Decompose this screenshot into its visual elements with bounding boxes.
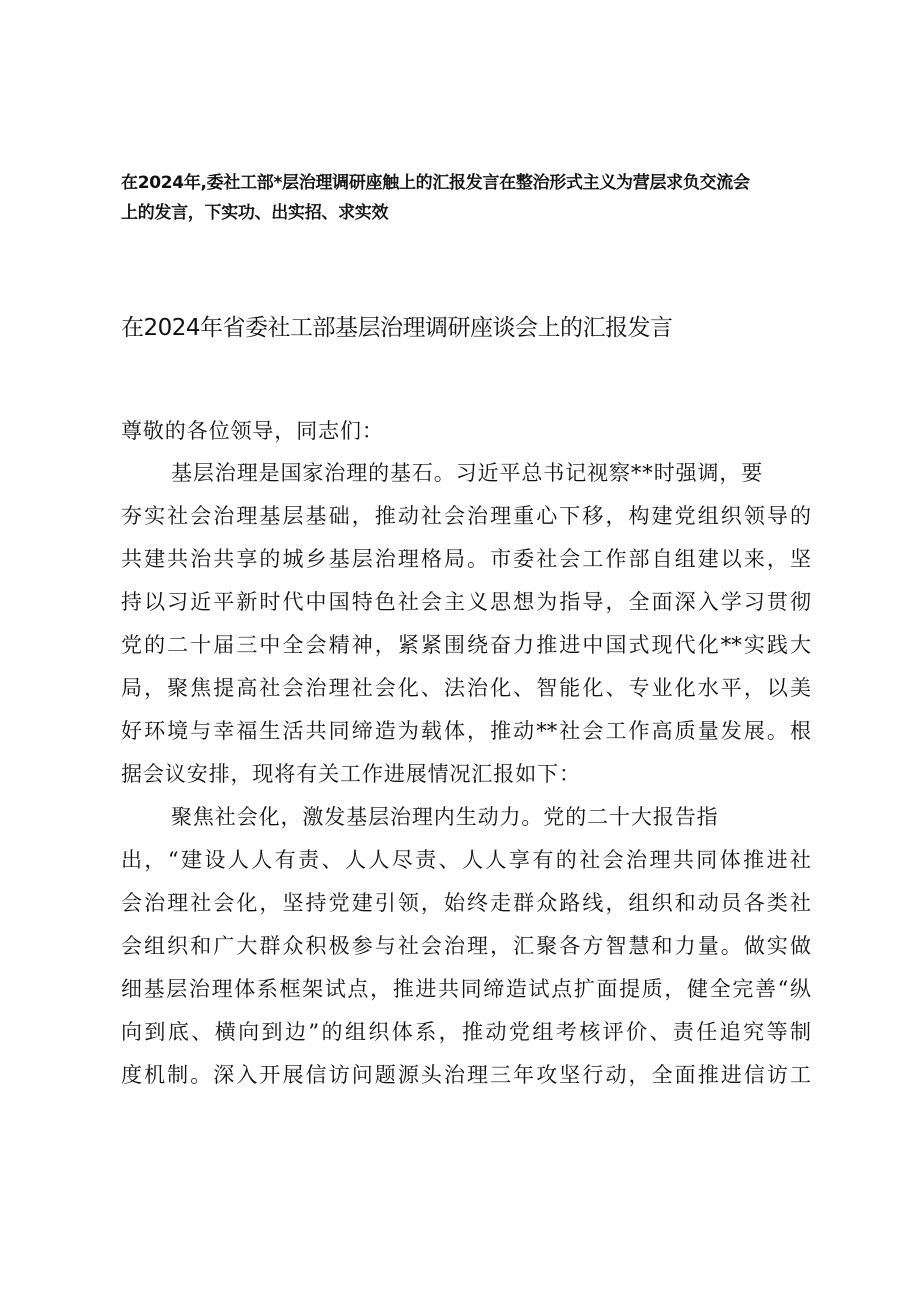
body-line: 共建共治共享的城乡基层治理格局。市委社会工作部自组建以来，坚 [121,547,811,571]
body-line: 会治理社会化，坚持党建引领，始终走群众路线，组织和动员各类社 [121,891,811,915]
body-line: 局，聚焦提高社会治理社会化、法治化、智能化、专业化水平，以美 [121,676,811,700]
body-line: 党的二十届三中全会精神，紧紧围绕奋力推进中国式现代化**实践大 [121,633,811,657]
body-line: 据会议安排，现将有关工作进展情况汇报如下： [121,762,581,786]
body-line: 夯实社会治理基层基础，推动社会治理重心下移，构建党组织领导的 [121,504,811,528]
body-line: 聚焦社会化，激发基层治理内生动力。党的二十大报告指 [171,805,719,829]
body-line: 持以习近平新时代中国特色社会主义思想为指导，全面深入学习贯彻 [121,590,811,614]
body-line: 好环境与幸福生活共同缔造为载体，推动**社会工作高质量发展。根 [121,719,811,743]
body-line: 会组织和广大群众积极参与社会治理，汇聚各方智慧和力量。做实做 [121,934,811,958]
body-line: 细基层治理体系框架试点，推进共同缔造试点扩面提质，健全完善“纵 [121,977,811,1001]
body-line: 出，“建设人人有责、人人尽责、人人享有的社会治理共同体推进社 [121,848,811,872]
body-line: 向到底、横向到边”的组织体系，推动党组考核评价、责任追究等制 [121,1020,811,1044]
body-line: 度机制。深入开展信访问题源头治理三年攻坚行动，全面推进信访工 [121,1063,811,1087]
header-title-line-2: 上的发言，下实功、出实招、求实效 [121,203,389,223]
document-title: 在2024年省委社工部基层治理调研座谈会上的汇报发言 [121,315,673,341]
header-title-line-1: 在2024年,委社工部*层治理调研座触上的汇报发言在整治形式主义为营层求负交流会 [121,173,750,193]
salutation: 尊敬的各位领导，同志们： [121,419,384,443]
body-line: 基层治理是国家治理的基石。习近平总书记视察**时强调，要 [171,461,764,485]
